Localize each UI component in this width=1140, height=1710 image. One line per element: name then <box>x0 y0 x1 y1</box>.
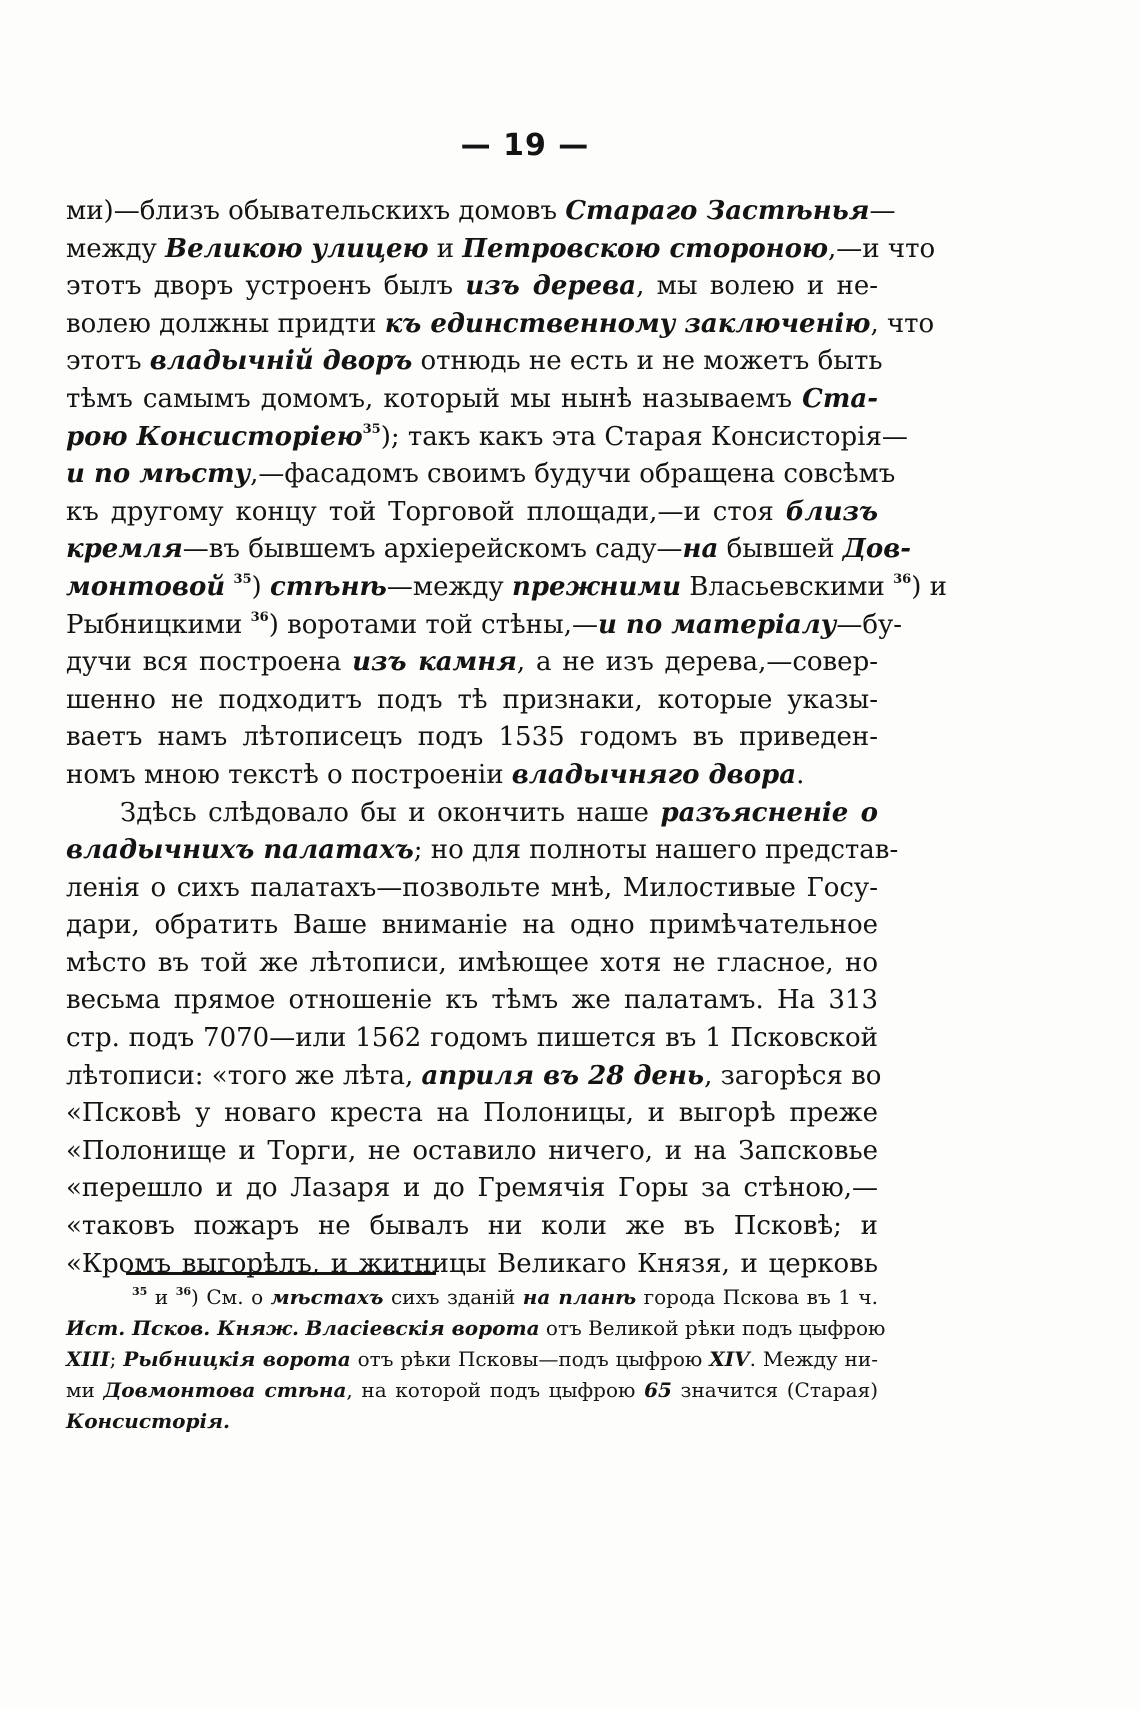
text-run: дучи вся построена <box>66 647 353 678</box>
text-run: ) и <box>911 571 947 602</box>
emphasis-text: стѣнѣ <box>269 571 387 602</box>
text-run: номъ мною текстѣ о построеніи <box>66 759 512 790</box>
text-run: шенно не подходитъ подъ тѣ признаки, которые указы- <box>66 684 878 715</box>
text-run: тѣмъ самымъ домомъ, который мы нынѣ называемъ <box>66 383 803 414</box>
emphasis-text: владычняго двора <box>511 759 797 790</box>
text-run: . Между ни- <box>749 1347 878 1371</box>
text-run: этотъ дворъ устроенъ былъ <box>66 271 466 302</box>
text-line <box>66 644 878 682</box>
text-run: ); такъ какъ эта Старая Консисторія— <box>380 421 908 452</box>
text-line <box>66 1020 878 1058</box>
emphasis-text: монтовой <box>66 571 226 602</box>
text-line <box>66 343 883 381</box>
emphasis-text: Консисторія. <box>66 1409 230 1433</box>
emphasis-text: прежними <box>511 571 682 602</box>
text-line <box>66 419 908 457</box>
text-run: , на которой подъ цыфрою <box>346 1378 645 1402</box>
emphasis-text: на <box>682 534 719 565</box>
text-line <box>66 569 947 607</box>
paragraph-start-line <box>66 795 878 833</box>
text-run: и <box>428 233 463 264</box>
text-run: весьма прямое отношеніе къ тѣмъ же палатамъ. На 313 <box>66 985 878 1016</box>
text-run: Власьевскими <box>681 571 894 602</box>
emphasis-text: разъясненіе о <box>660 797 878 828</box>
main-text <box>66 193 947 1283</box>
emphasis-text: Рыбницкія ворота <box>123 1347 351 1371</box>
text-run: . <box>796 759 805 790</box>
text-run: «таковъ пожаръ не бывалъ ни коли же въ Псковѣ; и <box>66 1211 878 1242</box>
text-line <box>66 381 878 419</box>
text-line <box>66 719 878 757</box>
text-line <box>66 193 896 231</box>
text-run: ; но для полноты нашего представ- <box>413 835 899 866</box>
text-run: бывшей <box>718 534 843 565</box>
text-line <box>66 306 935 344</box>
emphasis-text: владычнихъ палатахъ <box>66 835 414 866</box>
text-line <box>66 982 878 1020</box>
text-run: —въ бывшемъ архіерейскомъ саду— <box>182 534 683 565</box>
footnote-line <box>66 1313 886 1344</box>
text-run: «Псковѣ у новаго креста на Полоницы, и выгорѣ преже <box>66 1098 878 1129</box>
text-run: ми)—близъ обывательскихъ домовъ <box>66 196 566 226</box>
text-line <box>66 870 878 908</box>
emphasis-text: Ста- <box>802 383 878 414</box>
text-run: «перешло и до Лазаря и до Гремячія Горы за стѣною,— <box>66 1173 878 1204</box>
text-run: , а не изъ дерева,—совер- <box>516 647 878 678</box>
text-run: значится (Старая) <box>671 1378 878 1402</box>
footnotes <box>66 1282 886 1437</box>
text-run: ,—и что <box>828 233 936 264</box>
text-run: ми <box>66 1378 104 1402</box>
text-run: между <box>66 233 166 264</box>
emphasis-text: рою Консисторіею <box>66 421 363 452</box>
text-run: , загорѣся во <box>704 1060 882 1091</box>
text-run: дари, обратить Ваше вниманіе на одно примѣчательное <box>66 910 878 941</box>
emphasis-text: XIII <box>66 1347 110 1371</box>
footnote-ref: 35 <box>362 421 381 437</box>
footnote-line <box>66 1344 878 1375</box>
footnote-line <box>66 1282 878 1313</box>
emphasis-text: и по мѣсту <box>66 459 251 490</box>
text-run: къ другому концу той Торговой площади,—и стоя <box>66 496 786 527</box>
footnote-ref: 36 <box>250 609 269 625</box>
text-line <box>66 1095 878 1133</box>
footnote-ref: 36 <box>893 571 912 587</box>
emphasis-text: Петровскою стороною <box>462 233 829 264</box>
text-line <box>66 907 878 945</box>
text-run: , что <box>870 308 935 339</box>
emphasis-text: Дов- <box>842 534 912 565</box>
text-run: — <box>869 196 896 226</box>
emphasis-text: Великою улицею <box>165 233 429 264</box>
text-run: , мы волею и не- <box>636 271 879 302</box>
text-run: —между <box>386 571 512 602</box>
text-run: отъ Великой рѣки подъ цыфрою <box>539 1316 886 1340</box>
emphasis-text: къ единственному заключенію <box>384 308 871 339</box>
text-run: ,—фасадомъ своимъ будучи обращена совсѣмъ <box>250 459 896 490</box>
text-line <box>66 757 878 795</box>
text-line <box>66 1170 878 1208</box>
text-run: отъ рѣки Псковы—подъ цыфрою <box>350 1347 710 1371</box>
footnote-ref: 35 <box>132 1285 148 1298</box>
text-run: ; <box>109 1347 124 1371</box>
text-line <box>66 682 878 720</box>
emphasis-text: и по матеріалу <box>597 609 837 640</box>
text-line <box>66 607 903 645</box>
text-line <box>66 531 912 569</box>
text-run: ) См. о <box>191 1285 271 1309</box>
text-run: Здѣсь слѣдовало бы и окончить наше <box>120 797 661 828</box>
page-number: — 19 — <box>460 128 590 163</box>
emphasis-text: владычній дворъ <box>149 346 413 377</box>
text-run: мѣсто въ той же лѣтописи, имѣющее хотя не гласное, но <box>66 947 878 978</box>
text-line <box>66 1133 878 1171</box>
text-run: ) воротами той стѣны,— <box>268 609 598 640</box>
text-run: лѣтописи: «того же лѣта, <box>66 1060 422 1091</box>
text-line <box>66 832 899 870</box>
text-line <box>66 1208 878 1246</box>
footnote-line <box>66 1375 878 1406</box>
text-run: «Кромъ выгорѣлъ, и житницы Великаго Князя, и церковь <box>66 1248 878 1279</box>
text-run: ) <box>251 571 270 602</box>
footnote-line <box>66 1406 878 1437</box>
text-line <box>66 231 936 269</box>
emphasis-text: Стараго Застѣнья <box>565 196 870 226</box>
emphasis-text: Власіевскія ворота <box>305 1316 540 1340</box>
text-line <box>66 456 896 494</box>
text-run: —бу- <box>836 609 903 640</box>
text-run: города Пскова въ 1 ч. <box>636 1285 879 1309</box>
text-run: Рыбницкими <box>66 609 251 640</box>
text-run: сихъ зданій <box>383 1285 523 1309</box>
text-run: волею должны придти <box>66 308 385 339</box>
emphasis-text: Довмонтова стѣна <box>103 1378 347 1402</box>
emphasis-text: Ист. Псков. Княж. <box>66 1316 299 1340</box>
text-line <box>66 1058 882 1096</box>
text-line <box>66 494 878 532</box>
emphasis-text: мѣстахъ <box>270 1285 384 1309</box>
text-run: ваетъ намъ лѣтописецъ подъ 1535 годомъ въ приведен- <box>66 722 878 753</box>
text-run: стр. подъ 7070—или 1562 годомъ пишется въ 1 Псковской <box>66 1023 878 1054</box>
emphasis-text: изъ камня <box>352 647 517 678</box>
text-line <box>66 268 878 306</box>
text-line <box>66 945 878 983</box>
emphasis-text: на планѣ <box>522 1285 637 1309</box>
text-run: ленія о сихъ палатахъ—позвольте мнѣ, Милостивые Госу- <box>66 872 878 903</box>
text-run: «Полонище и Торги, не оставило ничего, и на Запсковье <box>66 1135 878 1166</box>
text-run: этотъ <box>66 346 150 377</box>
footnote-divider <box>126 1272 436 1275</box>
footnote-ref: 35 <box>233 571 252 587</box>
emphasis-text: изъ дерева <box>465 271 637 302</box>
emphasis-text: XIV <box>709 1347 750 1371</box>
text-run: и <box>147 1285 176 1309</box>
emphasis-text: кремля <box>66 534 183 565</box>
emphasis-text: априля въ 28 день <box>421 1060 705 1091</box>
footnote-ref: 36 <box>175 1285 192 1298</box>
text-run: отнюдь не есть и не можетъ быть <box>412 346 883 377</box>
text-line <box>66 1246 878 1284</box>
emphasis-text: близъ <box>785 496 878 527</box>
emphasis-text: 65 <box>644 1378 672 1402</box>
